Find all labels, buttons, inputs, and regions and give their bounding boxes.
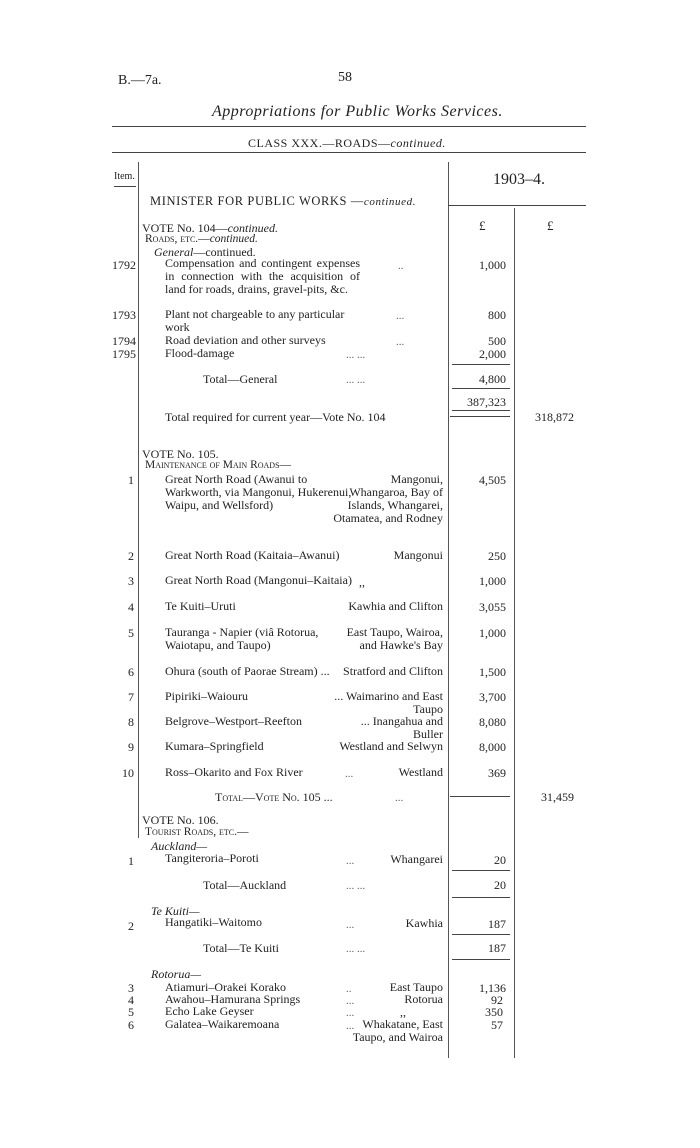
vote-105-title: VOTE No. 105.: [142, 447, 219, 461]
electorate: East Taupo: [389, 980, 443, 994]
item-description: Road deviation and other surveys: [165, 333, 326, 347]
total-auckland-amount: 20: [494, 878, 506, 892]
pound-sign-2: £: [547, 218, 554, 233]
ditto-mark: ,,: [359, 575, 365, 589]
leader-dots: ...: [346, 1007, 355, 1019]
minister-heading: MINISTER FOR PUBLIC WORKS —continued.: [150, 194, 417, 208]
subtotal-rule: [452, 364, 510, 365]
electorate: Whakatane, East Taupo, and Wairoa: [352, 1017, 443, 1044]
ditto-mark: ,,: [400, 1005, 406, 1019]
amount: 1,500: [479, 665, 506, 679]
year-header: 1903–4.: [493, 171, 545, 188]
item-header: Item.: [114, 171, 135, 182]
item-description: Compensation and contingent expenses in connection with the acquisition of land for roads, drains, gravel-pits, &c.: [165, 256, 360, 296]
amount: 500: [488, 334, 506, 348]
leader-dots: ..: [398, 260, 404, 272]
amount: 1,000: [479, 626, 506, 640]
item-number: 3: [128, 981, 134, 995]
subtotal-amount: 387,323: [467, 395, 506, 409]
leader-dots: ... ...: [346, 374, 366, 386]
total-te-kuiti-label: Total—Te Kuiti: [203, 941, 279, 955]
total-general-amount: 4,800: [479, 372, 506, 386]
item-number: 9: [128, 740, 134, 754]
title-rule: [112, 126, 586, 127]
item-description: Echo Lake Geyser: [165, 1004, 254, 1018]
item-description: Ohura (south of Paorae Stream) ...: [165, 664, 330, 678]
amount: 800: [488, 308, 506, 322]
electorate: Westland: [398, 765, 443, 779]
total-rule: [452, 897, 510, 898]
vote-104-title: VOTE No. 104—continued.: [142, 221, 278, 235]
vote-106-subhead: Tourist Roads, etc.—: [145, 826, 249, 838]
item-description: Kumara–Springfield: [165, 739, 264, 753]
class-rule: [112, 152, 586, 153]
item-description: Hangatiki–Waitomo: [165, 915, 263, 929]
item-number: 3: [128, 574, 134, 588]
amount: 369: [488, 766, 506, 780]
page-title: Appropriations for Public Works Services.: [212, 103, 503, 120]
leader-dots: ...: [396, 336, 405, 348]
item-number: 5: [128, 1005, 134, 1019]
class-title: CLASS XXX.—ROADS—continued.: [248, 136, 446, 150]
total-te-kuiti-amount: 187: [488, 941, 506, 955]
item-description: Galatea–Waikaremoana: [165, 1017, 280, 1031]
electorate: East Taupo, Wairoa, and Hawke's Bay: [346, 625, 443, 652]
item-description: Ross–Okarito and Fox River: [165, 765, 303, 779]
amount: 8,080: [479, 715, 506, 729]
electorate: Whangarei: [390, 852, 443, 866]
page-number: 58: [338, 70, 352, 85]
amount: 350: [485, 1005, 503, 1019]
item-description: Tauranga - Napier (viâ Rotorua, Waiotapu, and Taupo): [165, 625, 319, 652]
subtotal-rule: [452, 870, 510, 871]
item-description: Plant not chargeable to any particular work: [165, 307, 345, 334]
vote-106-title: VOTE No. 106.: [142, 813, 219, 827]
leader-dots: ...: [345, 768, 354, 780]
item-number: 4: [128, 600, 134, 614]
amount: 3,055: [479, 600, 506, 614]
item-number: 10: [122, 766, 134, 780]
rotorua-subhead: Rotorua—: [151, 967, 202, 981]
total-vote-105-label: Total—Vote No. 105 ...: [215, 790, 333, 804]
item-description: Atiamuri–Orakei Korako: [165, 980, 286, 994]
report-code: B.—7a.: [118, 73, 162, 88]
electorate: Rotorua: [404, 992, 443, 1006]
te-kuiti-subhead: Te Kuiti—: [151, 904, 200, 918]
subtotal-rule: [452, 934, 510, 935]
vote-104-subhead: Roads, etc.—continued.: [145, 233, 258, 245]
leader-dots: ...: [346, 919, 355, 931]
item-number: 2: [128, 919, 134, 933]
electorate: Kawhia and Clifton: [348, 599, 443, 613]
leader-dots: ... ...: [346, 943, 366, 955]
total-auckland-label: Total—Auckland: [203, 878, 287, 892]
leader-dots: ...: [346, 995, 355, 1007]
year-underline: [448, 205, 586, 206]
item-number: 7: [128, 690, 134, 704]
amount: 2,000: [479, 347, 506, 361]
leader-dots: ... ...: [346, 880, 366, 892]
amount: 57: [491, 1018, 503, 1032]
electorate: Stratford and Clifton: [343, 664, 443, 678]
item-number: 2: [128, 549, 134, 563]
item-number: 1: [128, 473, 134, 487]
amount: 250: [488, 549, 506, 563]
leader-dots: ... ...: [346, 349, 366, 361]
amount: 4,505: [479, 473, 506, 487]
vote-105-subhead: Maintenance of Main Roads—: [145, 459, 292, 471]
item-description: Flood-damage: [165, 346, 235, 360]
leader-dots: ..: [346, 983, 352, 995]
total-rule: [452, 388, 510, 389]
item-description: Awahou–Hamurana Springs: [165, 992, 301, 1006]
amount: 92: [491, 993, 503, 1007]
electorate: Westland and Selwyn: [339, 739, 443, 753]
amount: 1,136: [479, 981, 506, 995]
amount: 8,000: [479, 740, 506, 754]
item-number: 1795: [112, 347, 136, 361]
subtotal-underline: [452, 410, 510, 411]
total-required-label: Total required for current year—Vote No. 104: [165, 410, 386, 424]
leader-dots: ...: [346, 1020, 355, 1032]
amount: 20: [494, 853, 506, 867]
item-description: Great North Road (Awanui to Warkworth, via Mangonui, Hukerenui, Waipu, and Wellsford): [165, 472, 352, 512]
item-description: Belgrove–Westport–Reefton: [165, 714, 302, 728]
electorate: Mangonui, Whangaroa, Bay of Islands, Whangarei, Otamatea, and Rodney: [333, 472, 443, 525]
item-description: Great North Road (Mangonui–Kaitaia): [165, 573, 352, 587]
auckland-subhead: Auckland—: [151, 839, 207, 853]
electorate: ... Inangahua and Buller: [360, 714, 443, 741]
item-number: 6: [128, 1018, 134, 1032]
item-number: 1792: [112, 258, 136, 272]
item-description: Tangiteroria–Poroti: [165, 851, 259, 865]
amount: 187: [488, 917, 506, 931]
amount: 1,000: [479, 574, 506, 588]
item-number: 1: [128, 854, 134, 868]
item-description: Great North Road (Kaitaia–Awanui): [165, 548, 340, 562]
electorate: Mangonui: [393, 548, 443, 562]
item-description: Pipiriki–Waiouru: [165, 689, 249, 703]
leader-dots: ...: [395, 792, 404, 804]
general-subhead: General—continued.: [154, 245, 256, 259]
leader-dots: ...: [346, 855, 355, 867]
total-general-label: Total—General: [203, 372, 278, 386]
amount: 1,000: [479, 258, 506, 272]
total-required-amount: 318,872: [535, 410, 574, 424]
item-number: 1793: [112, 308, 136, 322]
item-column-rule: [138, 162, 139, 838]
total-vote-105-amount: 31,459: [541, 790, 574, 804]
item-description: Te Kuiti–Uruti: [165, 599, 236, 613]
amount: 3,700: [479, 690, 506, 704]
pound-sign-1: £: [479, 218, 486, 233]
dash-line: [450, 416, 510, 417]
amount-column-rule-mid: [514, 208, 515, 1058]
item-number: 8: [128, 715, 134, 729]
electorate: ... Waimarino and East Taupo: [334, 689, 443, 716]
item-number: 6: [128, 665, 134, 679]
item-number: 1794: [112, 334, 136, 348]
item-number: 4: [128, 993, 134, 1007]
item-number: 5: [128, 626, 134, 640]
total-rule: [452, 959, 510, 960]
electorate: Kawhia: [405, 916, 443, 930]
item-header-rule: [114, 186, 136, 187]
leader-dots: ...: [396, 310, 405, 322]
dash-line: [450, 796, 510, 797]
